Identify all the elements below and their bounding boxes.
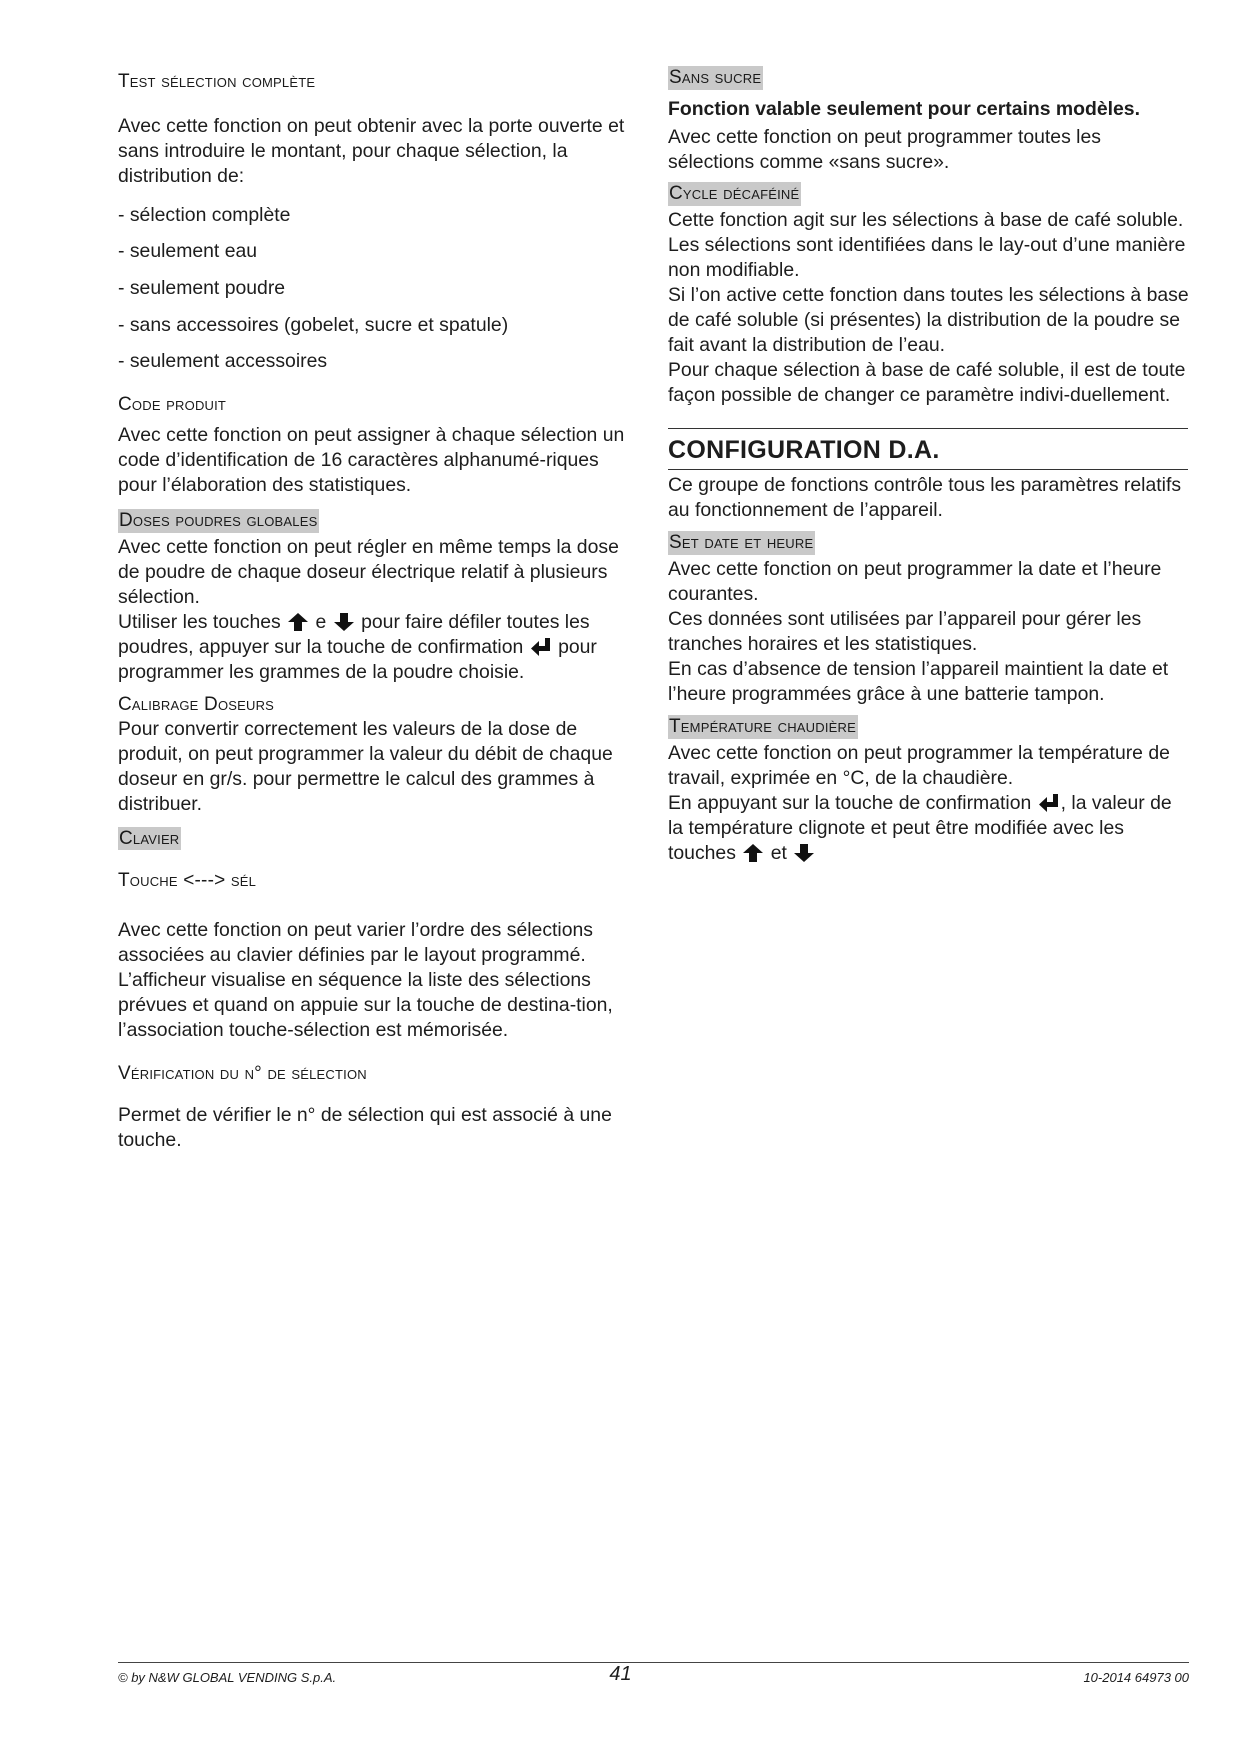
left-column — [118, 66, 636, 1153]
section-heading-test-selection: Test sélection complète — [118, 71, 316, 92]
right-column — [668, 66, 1189, 866]
arrow-up-icon — [288, 613, 308, 631]
touche-text: Avec cette fonction on peut varier l’ordre des sélections associées au clavier définies par le layout programmé. L’afficheur visualise en séquence la liste des sélections prévues et quand on appuie sur la touche de destina-tion, l’association touche-sélection est mémorisée. — [118, 919, 613, 1042]
sans-sucre-text: Avec cette fonction on peut programmer toutes les sélections comme «sans sucre». — [668, 125, 1101, 173]
doses-text: Avec cette fonction on peut régler en même temps la dose de poudre de chaque doseur électrique relatif à plusieurs sélection. — [118, 535, 619, 608]
list-item: - seulement poudre — [118, 276, 286, 299]
list-item: - sans accessoires (gobelet, sucre et spatule) — [118, 313, 509, 336]
section-heading-doses-poudres: Doses poudres globales — [119, 509, 318, 531]
divider — [668, 428, 1188, 429]
set-date-text-3: En cas d’absence de tension l’appareil maintient la date et l’heure programmées grâce à une batterie tampon. — [668, 657, 1169, 705]
section-heading-clavier: Clavier — [119, 827, 180, 849]
arrow-down-icon — [334, 613, 354, 631]
set-date-text-2: Ces données sont utilisées par l’appareil pour gérer les tranches horaires et les statistiques. — [668, 607, 1142, 655]
temperature-text-2b: , la valeur de la température clignote et peut être modifiée avec les touches — [668, 791, 1172, 864]
doses-usage-d: pour programmer les grammes de la poudre choisie. — [118, 635, 597, 683]
enter-icon — [531, 638, 551, 656]
cycle-text-2: Si l’on active cette fonction dans toutes les sélections à base de café soluble (si présentes) la distribution de la poudre se fait avant la distribution de l’eau. — [668, 283, 1189, 356]
temperature-text-1: Avec cette fonction on peut programmer la température de travail, exprimée en °C, de la chaudière. — [668, 741, 1170, 789]
config-text: Ce groupe de fonctions contrôle tous les paramètres relatifs au fonctionnement de l’appareil. — [668, 473, 1182, 521]
list-item: - sélection complète — [118, 203, 291, 226]
section-heading-calibrage: Calibrage Doseurs — [118, 693, 275, 715]
temperature-text-2c: et — [770, 841, 787, 864]
set-date-text-1: Avec cette fonction on peut programmer la date et l’heure courantes. — [668, 557, 1162, 605]
config-title: CONFIGURATION D.A. — [668, 435, 940, 464]
code-produit-text: Avec cette fonction on peut assigner à chaque sélection un code d’identification de 16 caractères alphanumé-riques pour l’élaboration des statistiques. — [118, 423, 625, 496]
doses-usage-b: e — [315, 610, 327, 633]
list-item: - seulement accessoires — [118, 349, 328, 372]
arrow-up-icon — [743, 844, 763, 862]
cycle-text-1: Cette fonction agit sur les sélections à base de café soluble. Les sélections sont identifiées dans le lay-out d’une manière non modifiable. — [668, 208, 1186, 281]
temperature-text-2 — [668, 791, 1189, 866]
section-heading-code-produit: Code produit — [118, 393, 227, 415]
section-heading-verification: Vérification du n° de sélection — [118, 1063, 367, 1085]
enter-icon — [1039, 794, 1059, 812]
arrow-down-icon — [794, 844, 814, 862]
doses-usage-text — [118, 610, 636, 685]
section-heading-set-date: Set date et heure — [669, 531, 814, 553]
section-heading-temperature: Température chaudière — [669, 715, 856, 737]
section-heading-sans-sucre: Sans sucre — [669, 67, 762, 88]
divider — [668, 469, 1188, 470]
section-heading-touche-sel: Touche <---> sél — [118, 870, 257, 892]
section-heading-cycle-decafeine: Cycle décaféiné — [669, 182, 800, 204]
test-intro-text: Avec cette fonction on peut obtenir avec la porte ouverte et sans introduire le montant, pour chaque sélection, la distribution de: — [118, 114, 625, 187]
sans-sucre-note: Fonction valable seulement pour certains modèles. — [668, 97, 1140, 120]
page-number: 41 — [609, 1663, 632, 1685]
footer-copyright: © by N&W GLOBAL VENDING S.p.A. — [118, 1670, 337, 1685]
cycle-text-3: Pour chaque sélection à base de café soluble, il est de toute façon possible de changer ce paramètre indivi-duellement. — [668, 358, 1186, 406]
calibrage-text: Pour convertir correctement les valeurs de la dose de produit, on peut programmer la valeur du débit de chaque doseur en gr/s. pour permettre le calcul des grammes à distribuer. — [118, 717, 613, 815]
doses-usage-c: pour faire défiler toutes les poudres, appuyer sur la touche de confirmation — [118, 610, 590, 658]
verification-text: Permet de vérifier le n° de sélection qui est associé à une touche. — [118, 1104, 612, 1152]
doses-usage-a: Utiliser les touches — [118, 610, 281, 633]
test-options-list — [118, 203, 636, 374]
temperature-text-2a: En appuyant sur la touche de confirmation — [668, 791, 1032, 814]
footer-doc-code: 10-2014 64973 00 — [1083, 1670, 1189, 1685]
list-item: - seulement eau — [118, 239, 258, 262]
